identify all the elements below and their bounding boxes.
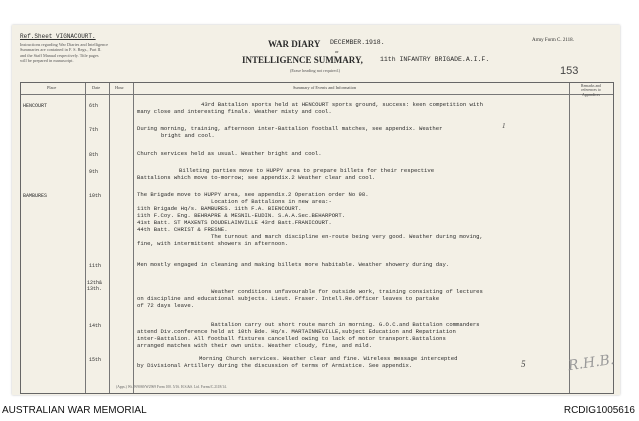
row-date: 6th [89, 103, 99, 109]
row-date: 7th [89, 127, 99, 133]
entry-line: of 72 days leave. [137, 302, 195, 309]
entry-line: inter-Battalion. All football fixtures cancelled owing to lack of motor transport.Battalions [137, 335, 446, 342]
appendix-number: 1 [502, 122, 506, 130]
header-remarks-line: Appendices [582, 92, 600, 97]
entry-line: many close and interesting finals. Weather misty and cool. [137, 108, 332, 115]
header-date: Date [92, 85, 101, 90]
entry-line: on discipline and educational subjects. Lieut. Fraser. Intell.Re.Officer leaves to partake [137, 295, 440, 302]
header-summary: Summary of Events and Information [293, 85, 357, 90]
column-divider [133, 83, 134, 393]
row-place: HENCOURT [23, 103, 48, 109]
instructions [20, 42, 108, 64]
army-form-label: Army Form C. 2118. [532, 38, 574, 43]
entry-line: Battalion carry out short route march in morning. G.O.C.and Battalion commanders [211, 321, 480, 328]
erase-note: (Erase heading not required.) [290, 68, 341, 73]
or-word: or [335, 49, 339, 54]
header-remarks [569, 84, 613, 97]
page-number: 153 [560, 65, 579, 77]
header-place: Place [47, 85, 57, 90]
header-remarks-line: references to [581, 88, 601, 93]
row-place: BAMBURES [23, 193, 48, 199]
appendix-number: 5 [521, 359, 526, 369]
entry-line: by Divisional Artillery during the discussion of terms of Armistice. See appendix. [137, 362, 413, 369]
row-date: 15th [89, 357, 102, 363]
entry-line: 11th F.Coy. Eng. BEHRAPRE & MESNIL-EUDIN. S.A.A.Sec.BEHARPORT. [137, 212, 346, 219]
unit-name: 11th INFANTRY BRIGADE.A.I.F. [380, 56, 490, 63]
instruction-line: Summaries are contained in F. S. Regs., Part II. [20, 47, 102, 53]
instruction-line: will be prepared in manuscript. [20, 58, 74, 64]
entry-line: Church services held as usual. Weather bright and cool. [137, 150, 322, 157]
entry-line: arranged matches with their own units. Weather cloudy, fine, and mild. [137, 342, 372, 349]
entry-line: 11th Brigade Hq/s. BAMBURES. 11th F.A. BIENCOURT. [137, 205, 302, 212]
column-divider [569, 83, 570, 393]
header-divider [21, 94, 613, 95]
row-date: 12th& 13th. [87, 280, 103, 292]
archive-id: RCDIG1005616 [563, 405, 635, 416]
entry-line: bright and cool. [161, 132, 215, 139]
column-divider [85, 83, 86, 393]
row-date: 10th [89, 193, 102, 199]
row-date: 8th [89, 152, 99, 158]
entry-line: 44th Batt. CHRIST & FRESNE. [137, 226, 228, 233]
page-title: WAR DIARY [268, 39, 321, 49]
header-hour: Hour [115, 85, 124, 90]
instruction-line: and the Staff Manual respectively. Title pages [20, 52, 99, 58]
entry-line: fine, with intermittent showers in afternoon. [137, 240, 289, 247]
printer-line: (Apps.) Wt. W9069/W2969 Form 100. 5/16. H.S.&S. Ltd. Forms/C.2118/14. [116, 385, 227, 389]
entry-line: Weather conditions unfavourable for outside work, training consisting of lectures [211, 288, 483, 295]
entry-line: 41st Batt. ST MAXENTS DOUDELAINVILLE 43rd Batt.FRANICOURT. [137, 219, 332, 226]
entry-line: During morning, training, afternoon inter-Battalion football matches, see appendix. Weather [137, 125, 443, 132]
entry-line: The turnout and march discipline en-route being very good. Weather during moving, [211, 233, 483, 240]
signature: R.H.B. [567, 351, 616, 375]
instruction-line: Instructions regarding War Diaries and Intelligence [20, 42, 108, 47]
page-subtitle: INTELLIGENCE SUMMARY, [242, 55, 363, 65]
row-date: 14th [89, 323, 102, 329]
diary-table [20, 82, 614, 394]
entry-line: The Brigade move to HUPPY area, see appendix.2 Operation order No 98. [137, 191, 369, 198]
entry-line: attend Div.conference held at 10th Bde. Hq/s. MARTAINNEVILLE,subject Education and Repatriation [137, 328, 456, 335]
entry-line: 43rd Battalion sports held at HENCOURT sports ground, success: keen competition with [201, 101, 483, 108]
header-remarks-line: Remarks and [581, 84, 601, 88]
diary-month: DECEMBER.1918. [330, 39, 385, 46]
entry-line: Battalions which move to-morrow; see appendix.2 Weather clear and cool. [137, 174, 376, 181]
entry-line: Location of Battalions in new area:- [211, 198, 332, 205]
entry-line: Billeting parties move to HUPPY area to prepare billets for their respective [179, 167, 435, 174]
column-divider [109, 83, 110, 393]
ref-sheet: Ref.Sheet VIGNACOURT. [20, 33, 96, 40]
diary-sheet [12, 25, 620, 395]
entry-line: Morning Church services. Weather clear and fine. Wireless message intercepted [199, 355, 458, 362]
row-date: 9th [89, 169, 99, 175]
entry-line: Men mostly engaged in cleaning and making billets more habitable. Weather showery during day. [137, 261, 450, 268]
row-date: 11th [89, 263, 102, 269]
archive-credit: AUSTRALIAN WAR MEMORIAL [2, 405, 147, 416]
